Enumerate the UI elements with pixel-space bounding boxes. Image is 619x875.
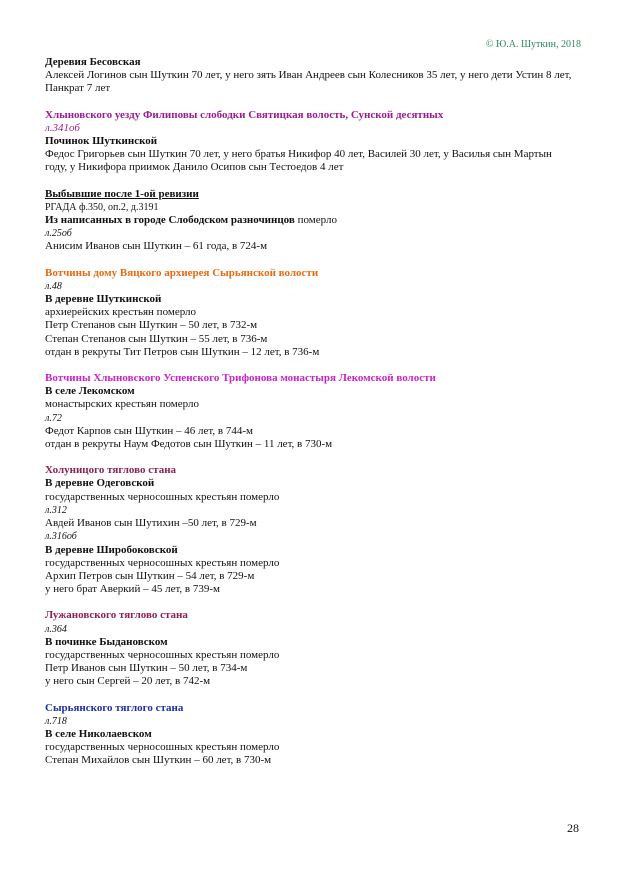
subsection-heading-tail: померло bbox=[294, 214, 337, 227]
record-line: у него сын Сергей – 20 лет, в 742-м bbox=[45, 675, 211, 688]
record-text: Алексей Логинов сын Шуткин 70 лет, у него зять Иван Андреев сын Колесников 35 лет, у него дети Устин 8 лет, Панкрат 7 лет bbox=[45, 69, 572, 95]
category-line: государственных черносошных крестьян померло bbox=[45, 490, 280, 503]
village-heading: Починок Шуткинской bbox=[45, 135, 158, 148]
category-line: монастырских крестьян померло bbox=[45, 398, 199, 411]
sheet-reference: л.364 bbox=[45, 623, 67, 635]
archive-reference: РГАДА ф.350, оп.2, д.3191 bbox=[45, 201, 159, 213]
category-line: архиерейских крестьян померло bbox=[45, 306, 197, 319]
section-title: Выбывшие после 1-ой ревизии bbox=[45, 187, 199, 200]
village-heading: В деревне Одеговской bbox=[45, 477, 155, 490]
village-heading: В деревне Шуткинской bbox=[45, 293, 162, 306]
record-line: отдан в рекруты Тит Петров сын Шуткин – 12 лет, в 736-м bbox=[45, 345, 320, 358]
record-line: Федот Карпов сын Шуткин – 46 лет, в 744-м bbox=[45, 424, 253, 437]
sheet-reference: л.341об bbox=[45, 121, 80, 134]
category-line: государственных черносошных крестьян померло bbox=[45, 556, 280, 569]
sheet-reference: л.25об bbox=[45, 228, 72, 240]
record-line: Авдей Иванов сын Шутихин –50 лет, в 729-м bbox=[45, 517, 257, 530]
sheet-reference: л.718 bbox=[45, 715, 67, 727]
sheet-reference: л.316об bbox=[45, 531, 77, 543]
category-line: государственных черносошных крестьян померло bbox=[45, 648, 280, 661]
section-title: Хлыновского уезду Филиповы слободки Святицкая волость, Сунской десятных bbox=[45, 108, 444, 121]
record-line: Анисим Иванов сын Шуткин – 61 года, в 724-м bbox=[45, 240, 268, 253]
copyright-notice: © Ю.А. Шуткин, 2018 bbox=[485, 39, 581, 50]
section-title: Вотчины Хлыновского Успенского Трифонова монастыря Лекомской волости bbox=[45, 372, 436, 385]
section-title: Холуницого тяглово стана bbox=[45, 464, 177, 477]
page-number: 28 bbox=[567, 821, 579, 835]
section-title: Сырьянского тяглого стана bbox=[45, 701, 184, 714]
village-heading: В селе Лекомском bbox=[45, 385, 135, 398]
record-line: отдан в рекруты Наум Федотов сын Шуткин – 11 лет, в 730-м bbox=[45, 438, 333, 451]
sheet-reference: л.48 bbox=[45, 280, 62, 292]
village-heading: В селе Николаевском bbox=[45, 727, 152, 740]
category-line: государственных черносошных крестьян померло bbox=[45, 741, 280, 754]
section-title: Вотчины дому Вяцкого архиерея Сырьянской волости bbox=[45, 266, 319, 279]
section-title: Лужановского тяглово стана bbox=[45, 609, 188, 622]
document-body bbox=[45, 56, 575, 768]
village-heading: В деревне Широбоковской bbox=[45, 543, 178, 556]
village-heading: В починке Быдановском bbox=[45, 635, 168, 648]
record-line: у него брат Аверкий – 45 лет, в 739-м bbox=[45, 583, 221, 596]
record-line: Петр Иванов сын Шуткин – 50 лет, в 734-м bbox=[45, 662, 248, 675]
sheet-reference: л.312 bbox=[45, 504, 67, 516]
village-heading: Деревия Бесовская bbox=[45, 56, 141, 68]
sheet-reference: л.72 bbox=[45, 412, 62, 424]
subsection-heading bbox=[45, 214, 575, 227]
record-line: Степан Михайлов сын Шуткин – 60 лет, в 730-м bbox=[45, 754, 272, 767]
record-line: Петр Степанов сын Шуткин – 50 лет, в 732-м bbox=[45, 319, 258, 332]
record-text: Федос Григорьев сын Шуткин 70 лет, у него братья Никифор 40 лет, Василей 30 лет, у Василья сын Мартын году, у Никифора приимок Данило Осипов сын Тестоедов 4 лет bbox=[45, 148, 552, 174]
subsection-heading-bold: Из написанных в городе Слободском разночинцов bbox=[45, 214, 295, 227]
record-line: Степан Степанов сын Шуткин – 55 лет, в 736-м bbox=[45, 332, 268, 345]
record-line: Архип Петров сын Шуткин – 54 лет, в 729-м bbox=[45, 569, 255, 582]
